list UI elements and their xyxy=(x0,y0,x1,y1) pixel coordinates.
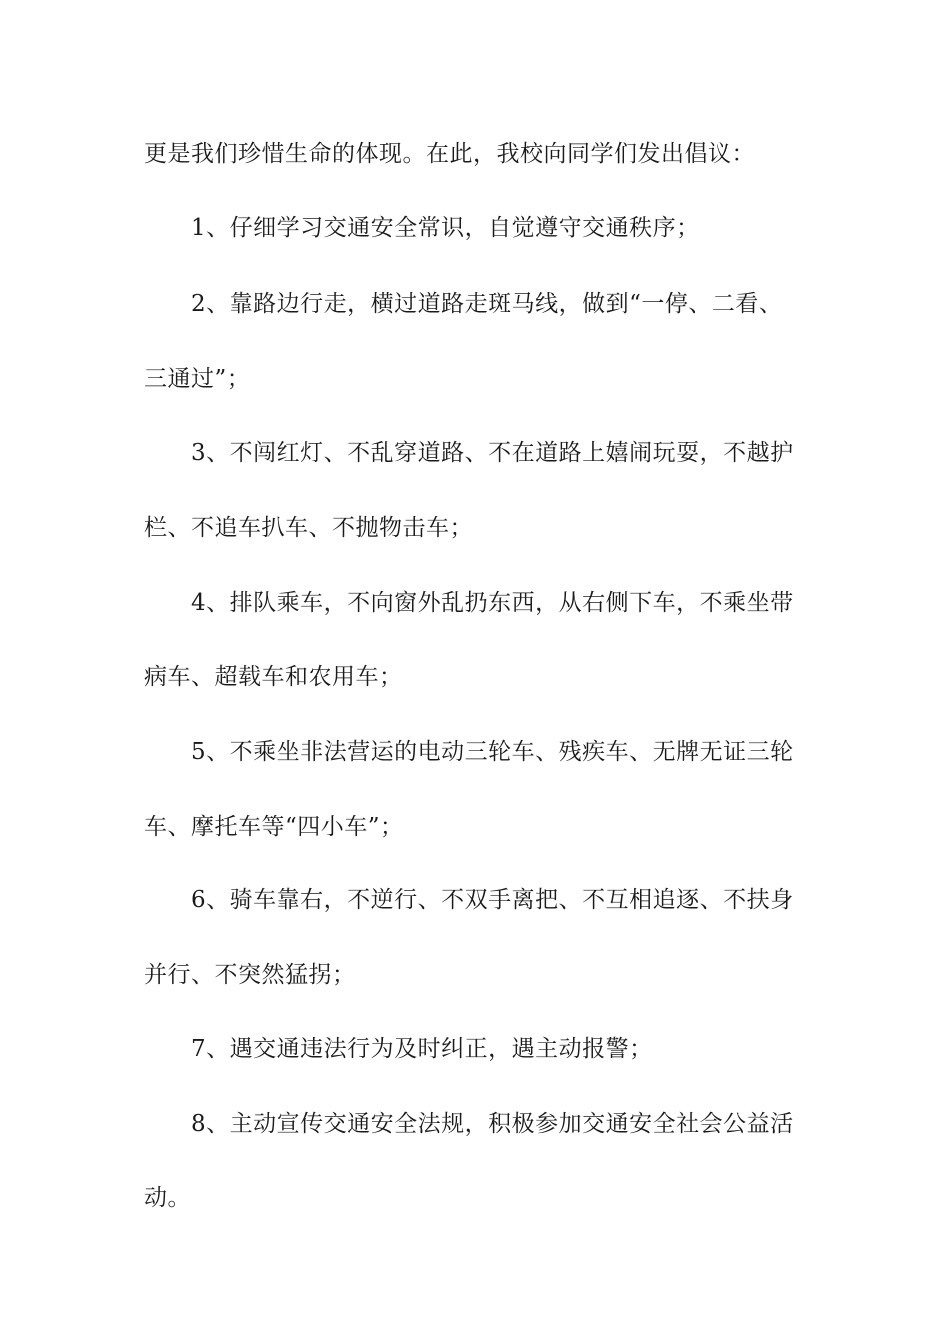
item-1-line-1: 1、仔细学习交通安全常识，自觉遵守交通秩序； xyxy=(191,215,700,241)
item-3-line-1: 3、不闯红灯、不乱穿道路、不在道路上嬉闹玩耍，不越护 xyxy=(191,440,794,466)
item-5-line-1: 5、不乘坐非法营运的电动三轮车、残疾车、无牌无证三轮 xyxy=(191,739,794,765)
item-2-line-1: 2、靠路边行走，横过道路走斑马线，做到“一停、二看、 xyxy=(191,291,783,317)
item-5-line-2: 车、摩托车等“四小车”； xyxy=(144,814,404,840)
item-8-line-2: 动。 xyxy=(144,1185,191,1211)
item-4-line-1: 4、排队乘车，不向窗外乱扔东西，从右侧下车，不乘坐带 xyxy=(191,590,794,616)
item-2-line-2: 三通过”； xyxy=(144,366,251,392)
intro-line: 更是我们珍惜生命的体现。在此，我校向同学们发出倡议： xyxy=(144,141,755,167)
item-6-line-2: 并行、不突然猛拐； xyxy=(144,962,356,988)
item-4-line-2: 病车、超载车和农用车； xyxy=(144,664,403,690)
item-8-line-1: 8、主动宣传交通安全法规，积极参加交通安全社会公益活 xyxy=(191,1111,794,1137)
item-7-line-1: 7、遇交通违法行为及时纠正，遇主动报警； xyxy=(191,1036,653,1062)
item-6-line-1: 6、骑车靠右，不逆行、不双手离把、不互相追逐、不扶身 xyxy=(191,887,794,913)
item-3-line-2: 栏、不追车扒车、不抛物击车； xyxy=(144,515,473,541)
